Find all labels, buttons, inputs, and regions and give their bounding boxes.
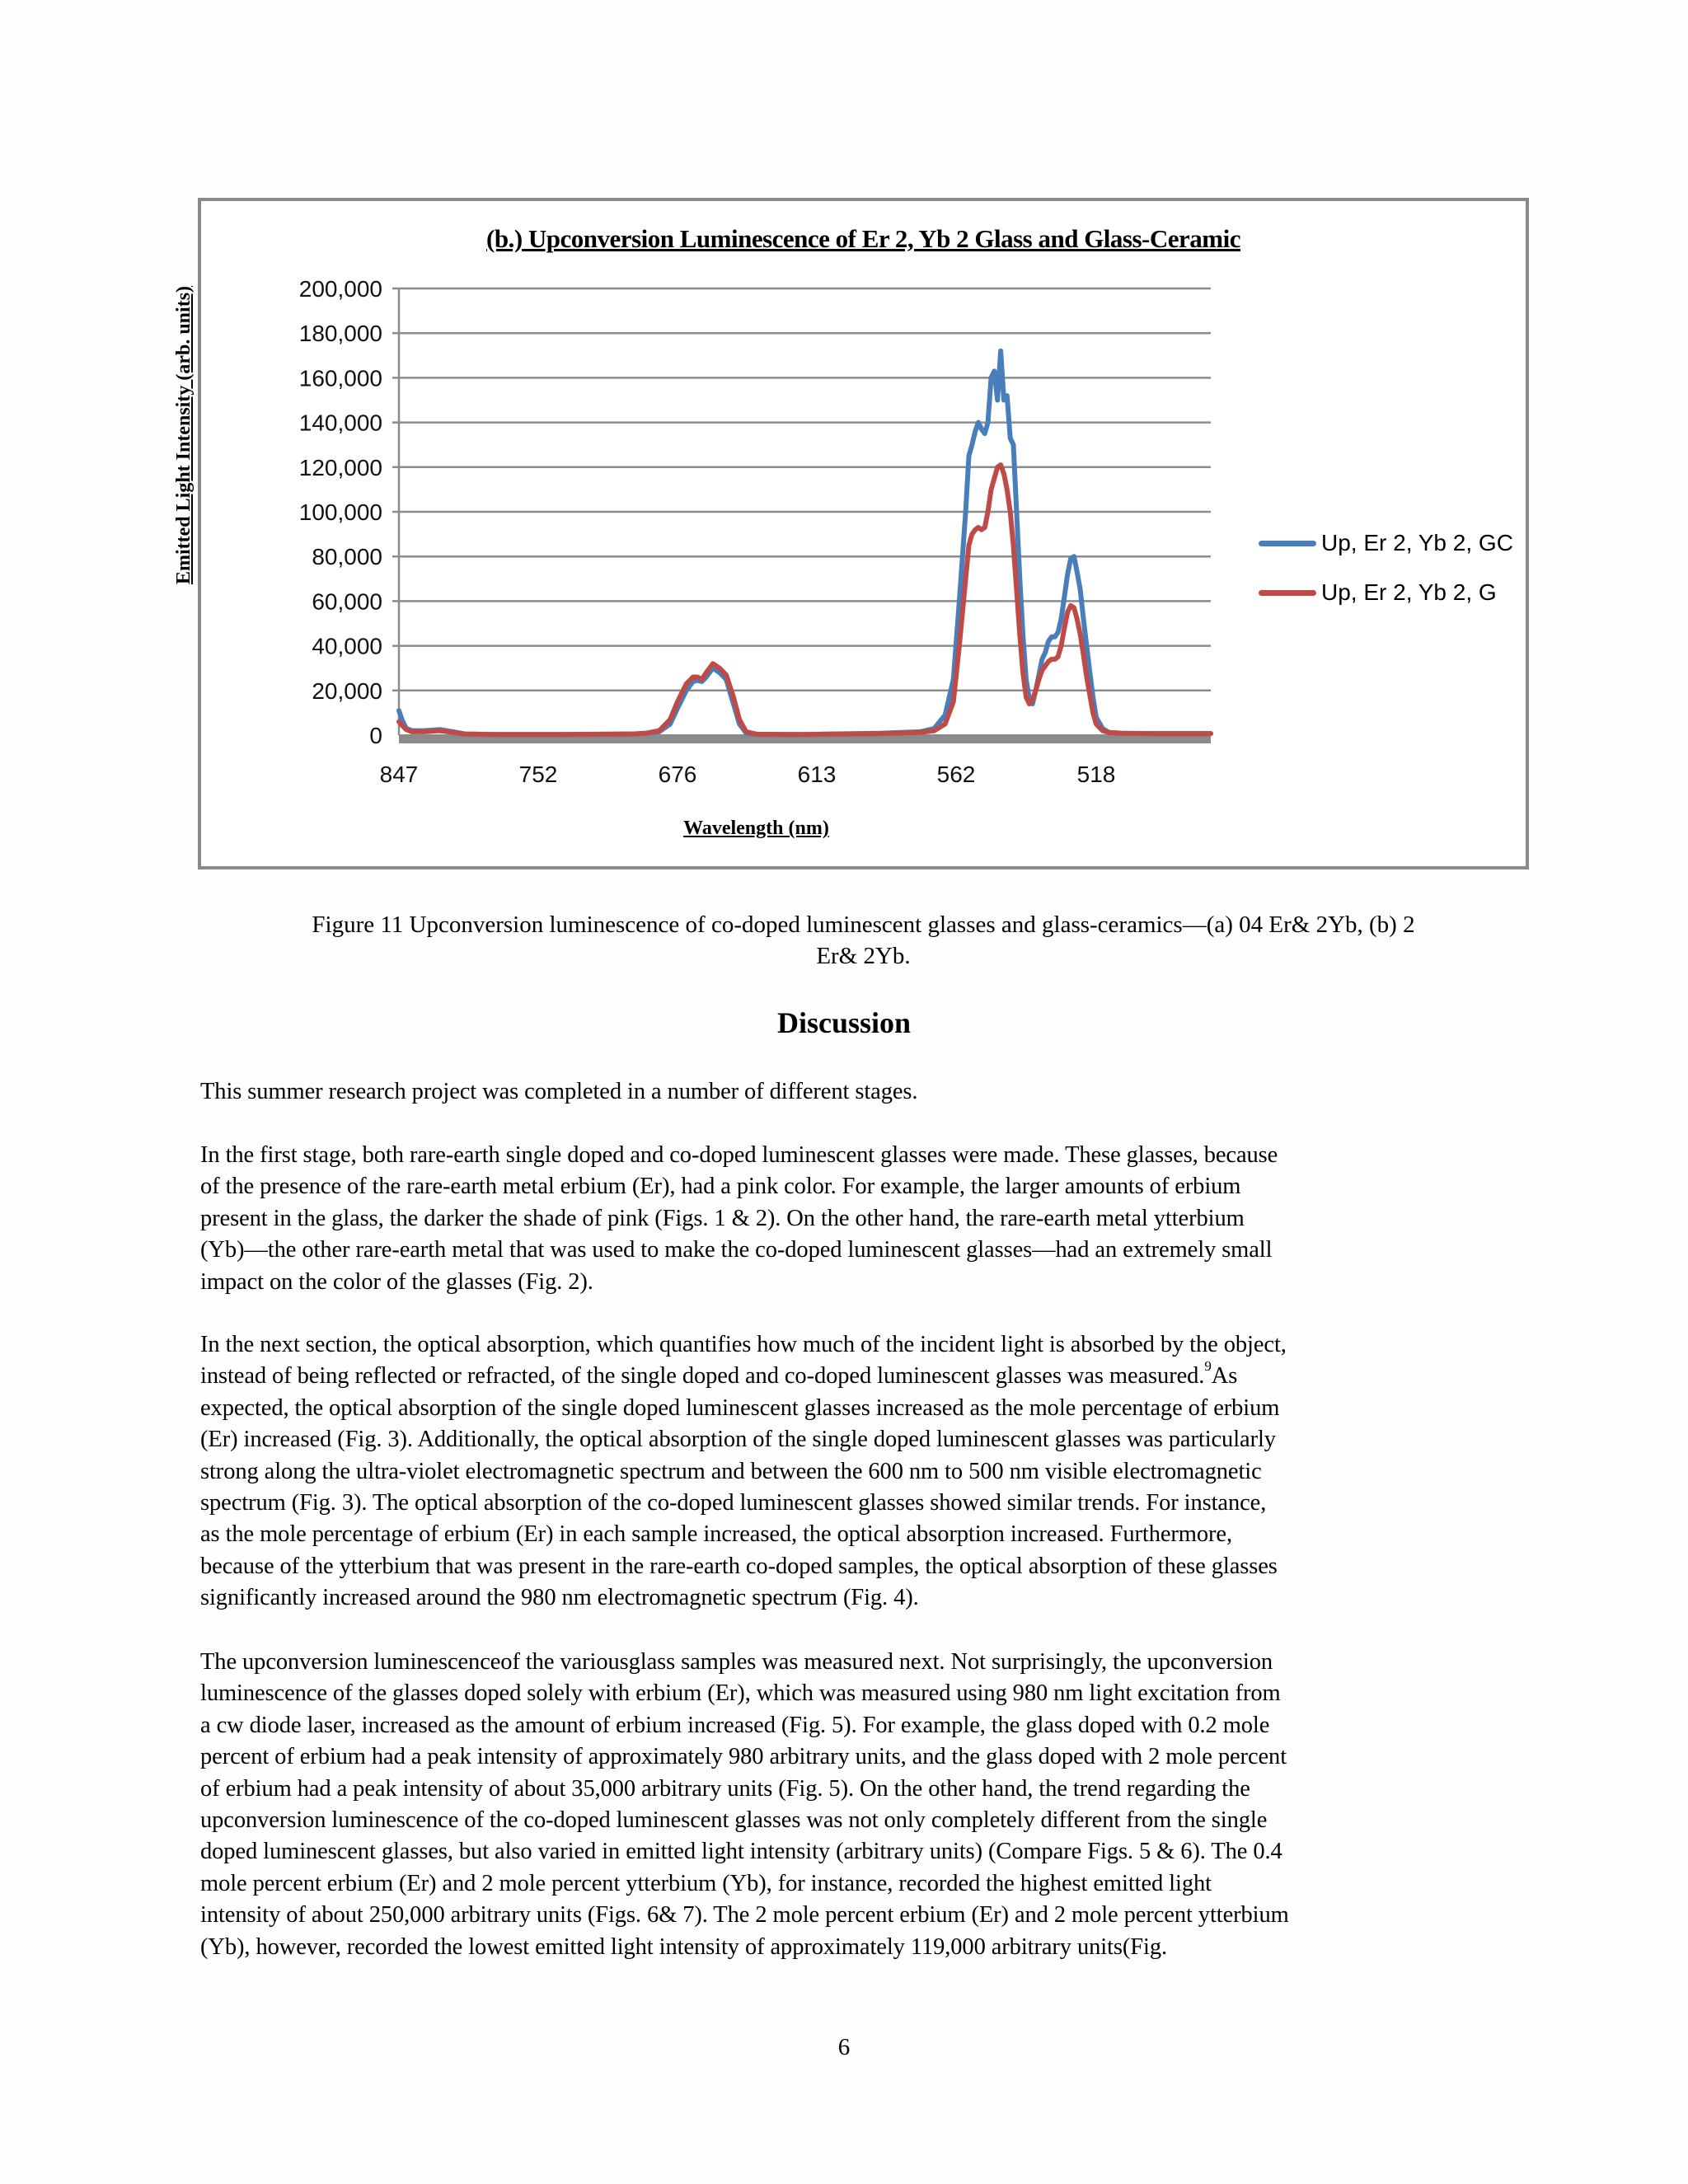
svg-text:140,000: 140,000	[298, 410, 382, 436]
text-line: impact on the color of the glasses (Fig. 2).	[200, 1268, 593, 1295]
text-line: because of the ytterbium that was present in the rare-earth co-doped samples, the optical absorption of these glasses	[200, 1553, 1278, 1579]
svg-text:40,000: 40,000	[312, 633, 382, 659]
text-line: of erbium had a peak intensity of about 35,000 arbitrary units (Fig. 5). On the other hand, the trend regarding the	[200, 1775, 1250, 1802]
text-line: (Yb)—the other rare-earth metal that was used to make the co-doped luminescent glasses—had an extremely small	[200, 1237, 1273, 1263]
x-axis-label: Wavelength (nm)	[683, 818, 829, 839]
legend-item-g	[1259, 568, 1513, 617]
legend-label-gc: Up, Er 2, Yb 2, GC	[1321, 530, 1513, 555]
text-line: upconversion luminescence of the co-doped luminescent glasses was not only completely different from the single	[200, 1807, 1268, 1834]
text-line: In the first stage, both rare-earth single doped and co-doped luminescent glasses were made. These glasses, because	[200, 1142, 1278, 1168]
text-line: doped luminescent glasses, but also varied in emitted light intensity (arbitrary units) (Compare Figs. 5 & 6). The 0.4	[200, 1839, 1282, 1865]
svg-text:180,000: 180,000	[298, 321, 382, 347]
text-line: The upconversion luminescenceof the variousglass samples was measured next. Not surprisingly, the upconversion	[200, 1649, 1273, 1675]
y-axis-label: Emitted Light Intensity (arb. units)	[173, 285, 195, 584]
legend-swatch-g	[1259, 590, 1316, 596]
text-line: (Er) increased (Fig. 3). Additionally, the optical absorption of the single doped luminescent glasses was particularly	[200, 1427, 1276, 1453]
data-series	[399, 351, 1211, 734]
text-line: percent of erbium had a peak intensity of approximately 980 arbitrary units, and the glass doped with 2 mole percent	[200, 1744, 1287, 1770]
paragraph-3	[200, 1329, 1536, 1615]
svg-text:0: 0	[369, 723, 382, 748]
svg-text:200,000: 200,000	[298, 276, 382, 302]
text-line: luminescence of the glasses doped solely with erbium (Er), which was measured using 980 nm light excitation from	[200, 1680, 1281, 1707]
svg-text:60,000: 60,000	[312, 588, 382, 615]
text-line: (Yb), however, recorded the lowest emitted light intensity of approximately 119,000 arbitrary units(Fig.	[200, 1933, 1168, 1960]
text-line	[200, 1358, 1536, 1392]
text-line: of the presence of the rare-earth metal erbium (Er), had a pink color. For example, the larger amounts of erbium	[200, 1174, 1241, 1200]
legend	[1259, 518, 1513, 617]
svg-text:80,000: 80,000	[312, 544, 382, 570]
svg-text:562: 562	[936, 762, 976, 787]
legend-item-gc	[1259, 518, 1513, 568]
svg-text:160,000: 160,000	[298, 365, 382, 391]
svg-text:752: 752	[518, 762, 558, 787]
text-line: strong along the ultra-violet electromagnetic spectrum and between the 600 nm to 500 nm visible electromagnetic	[200, 1458, 1262, 1484]
svg-text:20,000: 20,000	[312, 677, 382, 704]
legend-label-g: Up, Er 2, Yb 2, G	[1321, 579, 1497, 605]
text-line: as the mole percentage of erbium (Er) in each sample increased, the optical absorption increased. Furthermore,	[200, 1521, 1232, 1548]
text-segment: instead of being reflected or refracted, of the single doped and co-doped luminescent glasses was measured.	[200, 1363, 1205, 1390]
citation-superscript: 9	[1204, 1358, 1212, 1375]
text-line: intensity of about 250,000 arbitrary units (Figs. 6& 7). The 2 mole percent erbium (Er) and 2 mole percent ytterbium	[200, 1902, 1289, 1929]
text-line: expected, the optical absorption of the single doped luminescent glasses increased as the mole percentage of erbium	[200, 1394, 1280, 1421]
svg-text:847: 847	[379, 762, 419, 787]
section-heading: Discussion	[776, 1006, 912, 1039]
text-line: spectrum (Fig. 3). The optical absorption of the co-doped luminescent glasses showed similar trends. For instance,	[200, 1490, 1267, 1516]
caption-line-2: Er& 2Yb.	[816, 943, 911, 969]
text-line: This summer research project was completed in a number of different stages.	[200, 1079, 918, 1104]
text-segment: As	[1211, 1363, 1238, 1390]
svg-text:100,000: 100,000	[298, 499, 382, 525]
legend-swatch-gc	[1259, 541, 1316, 546]
text-line: mole percent erbium (Er) and 2 mole percent ytterbium (Yb), for instance, recorded the highest emitted light	[200, 1870, 1212, 1896]
caption-line-1: Figure 11 Upconversion luminescence of co-doped luminescent glasses and glass-ceramics—(a) 04 Er& 2Yb, (b) 2	[312, 912, 1415, 938]
text-line: a cw diode laser, increased as the amount of erbium increased (Fig. 5). For example, the glass doped with 0.2 mole	[200, 1712, 1270, 1738]
svg-text:120,000: 120,000	[298, 454, 382, 480]
x-axis-ticks	[380, 762, 1116, 787]
series-line-g	[399, 465, 1211, 734]
chart-figure	[173, 198, 1529, 869]
y-axis-ticks	[299, 276, 382, 748]
svg-text:676: 676	[658, 762, 697, 787]
svg-text:518: 518	[1076, 762, 1116, 787]
paragraph-4	[200, 1647, 1536, 1963]
svg-text:613: 613	[797, 762, 837, 787]
page-number: 6	[837, 2034, 851, 2060]
chart-title: (b.) Upconversion Luminescence of Er 2, Yb 2 Glass and Glass-Ceramic	[486, 224, 1240, 253]
paragraph-2	[200, 1140, 1536, 1298]
text-line: significantly increased around the 980 nm electromagnetic spectrum (Fig. 4).	[200, 1585, 919, 1611]
figure-caption	[198, 909, 1529, 972]
text-line: present in the glass, the darker the shade of pink (Figs. 1 & 2). On the other hand, the rare-earth metal ytterbium	[200, 1205, 1245, 1231]
text-line: In the next section, the optical absorption, which quantifies how much of the incident light is absorbed by the object,	[200, 1332, 1287, 1357]
paragraph-1	[200, 1076, 1536, 1108]
